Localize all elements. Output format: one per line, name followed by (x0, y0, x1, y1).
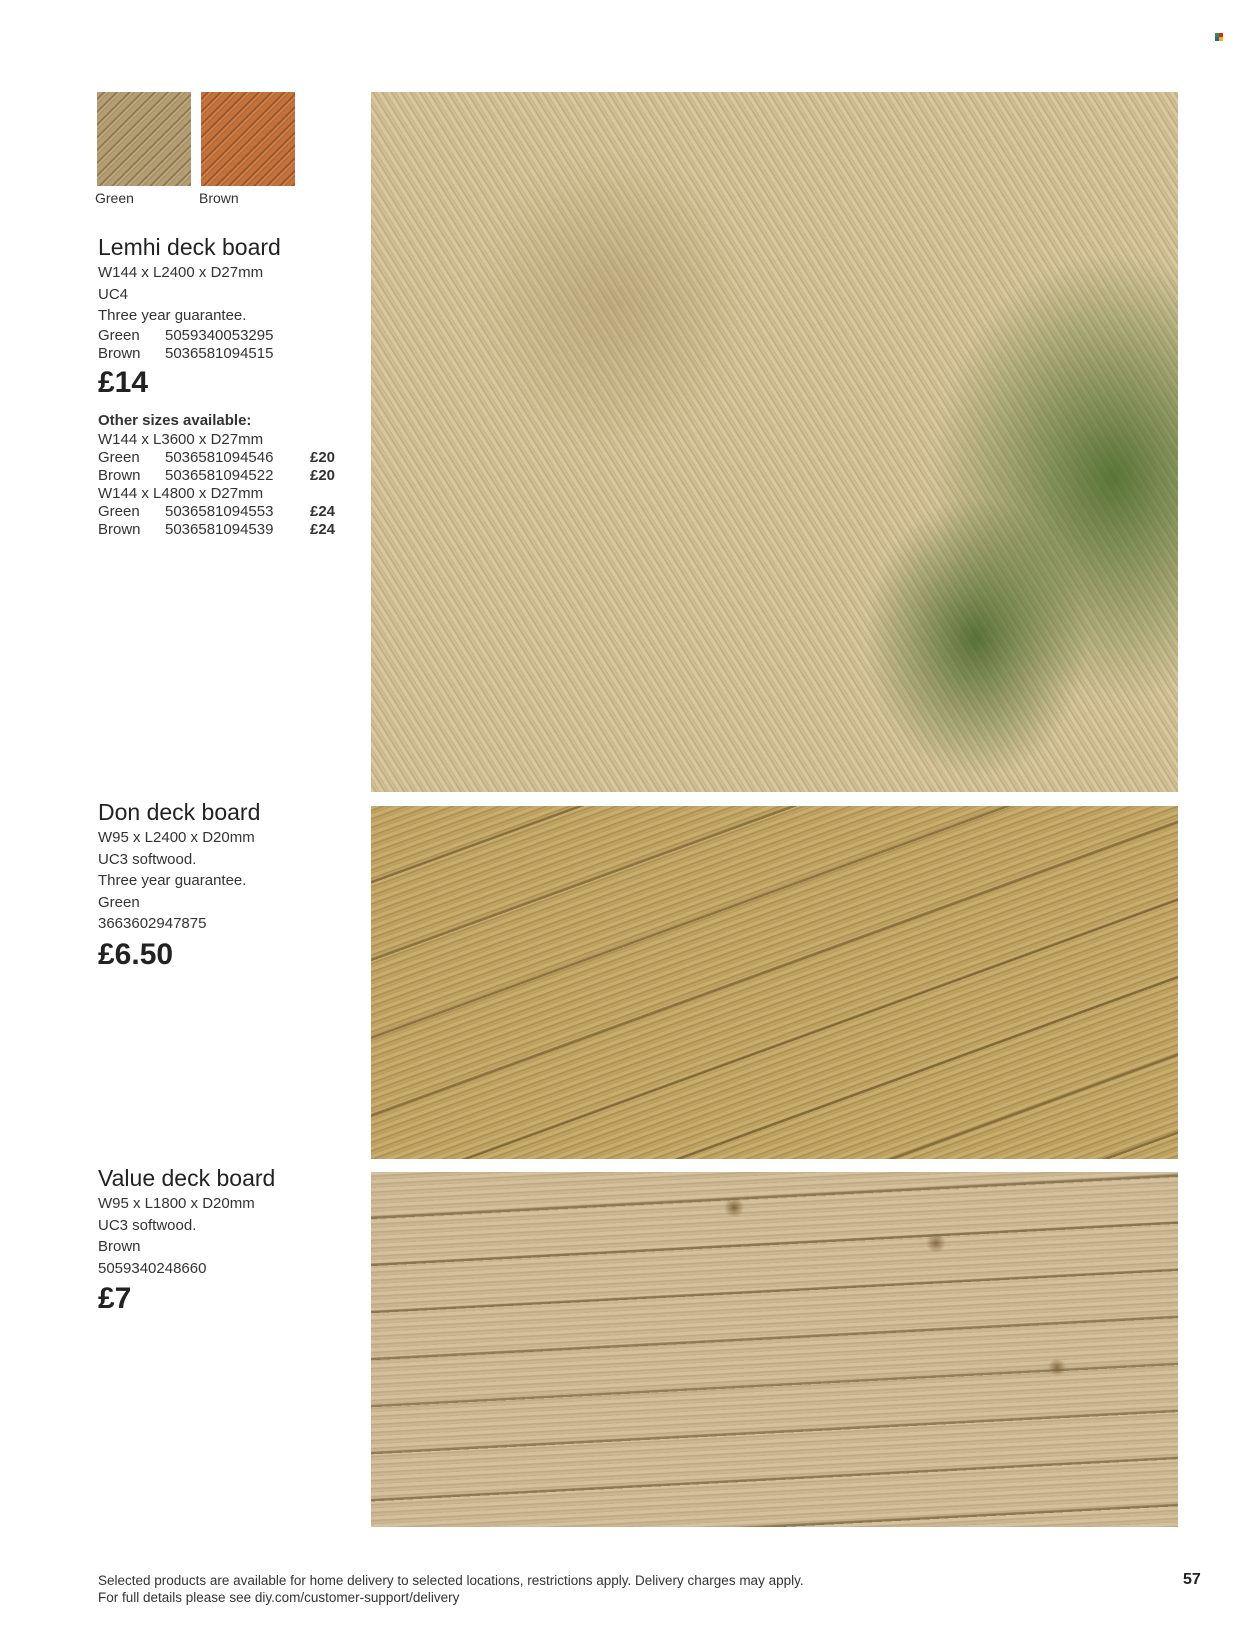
product-title: Value deck board (98, 1165, 276, 1191)
size-dims-text: W144 x L4800 x D27mm (98, 484, 264, 502)
size-colour: Green (98, 502, 140, 520)
other-sizes-heading: Other sizes available: (98, 411, 252, 429)
product-title: Lemhi deck board (98, 234, 281, 260)
size-code: 5036581094522 (165, 466, 274, 484)
size-code: 5036581094546 (165, 448, 274, 466)
don-product (98, 797, 358, 973)
lemhi-deck-photo (371, 92, 1178, 792)
size-row (98, 521, 358, 539)
size-row (98, 467, 358, 485)
product-colour: Brown (98, 1238, 141, 1255)
size-price: £20 (310, 466, 336, 484)
product-code: 3663602947875 (98, 915, 207, 932)
code-colour: Green (98, 326, 140, 344)
product-price: £14 (98, 365, 149, 399)
don-deck-photo (371, 806, 1178, 1159)
lemhi-product (98, 232, 358, 539)
product-code-row (98, 327, 358, 345)
size-dimensions (98, 431, 358, 449)
code-colour: Brown (98, 344, 141, 362)
product-grade: UC3 softwood. (98, 1216, 197, 1234)
size-code: 5036581094539 (165, 520, 274, 538)
product-code-row (98, 345, 358, 363)
size-dimensions (98, 485, 358, 503)
size-colour: Brown (98, 466, 141, 484)
brand-logo-icon (1215, 33, 1223, 41)
product-dimensions: W95 x L2400 x D20mm (98, 829, 255, 846)
footer-note (98, 1572, 804, 1606)
value-deck-photo (371, 1172, 1178, 1527)
green-swatch-image (97, 92, 191, 186)
page-number: 57 (1183, 1571, 1201, 1588)
footer-line-1: Selected products are available for home delivery to selected locations, restrictions apply. Delivery charges may apply. (98, 1573, 804, 1588)
product-dimensions: W144 x L2400 x D27mm (98, 264, 264, 281)
code-number: 5059340053295 (165, 326, 274, 344)
brown-swatch-label: Brown (199, 190, 239, 206)
product-dimensions: W95 x L1800 x D20mm (98, 1195, 255, 1212)
size-colour: Green (98, 448, 140, 466)
product-grade: UC4 (98, 285, 129, 303)
product-colour: Green (98, 893, 140, 911)
size-price: £24 (310, 502, 336, 520)
size-price: £24 (310, 520, 336, 538)
size-price: £20 (310, 448, 336, 466)
size-row (98, 449, 358, 467)
product-price: £7 (98, 1282, 132, 1315)
product-title: Don deck board (98, 799, 261, 825)
product-grade: UC3 softwood. (98, 850, 197, 868)
product-guarantee: Three year guarantee. (98, 307, 247, 324)
product-code: 5059340248660 (98, 1259, 207, 1277)
brown-swatch-image (201, 92, 295, 186)
value-product (98, 1163, 358, 1317)
size-code: 5036581094553 (165, 502, 274, 520)
size-row (98, 503, 358, 521)
product-guarantee: Three year guarantee. (98, 872, 247, 889)
green-swatch-label: Green (95, 190, 134, 206)
code-number: 5036581094515 (165, 344, 274, 362)
product-price: £6.50 (98, 937, 174, 971)
size-colour: Brown (98, 520, 141, 538)
footer-line-2: For full details please see diy.com/customer-support/delivery (98, 1590, 460, 1605)
size-dims-text: W144 x L3600 x D27mm (98, 430, 264, 448)
